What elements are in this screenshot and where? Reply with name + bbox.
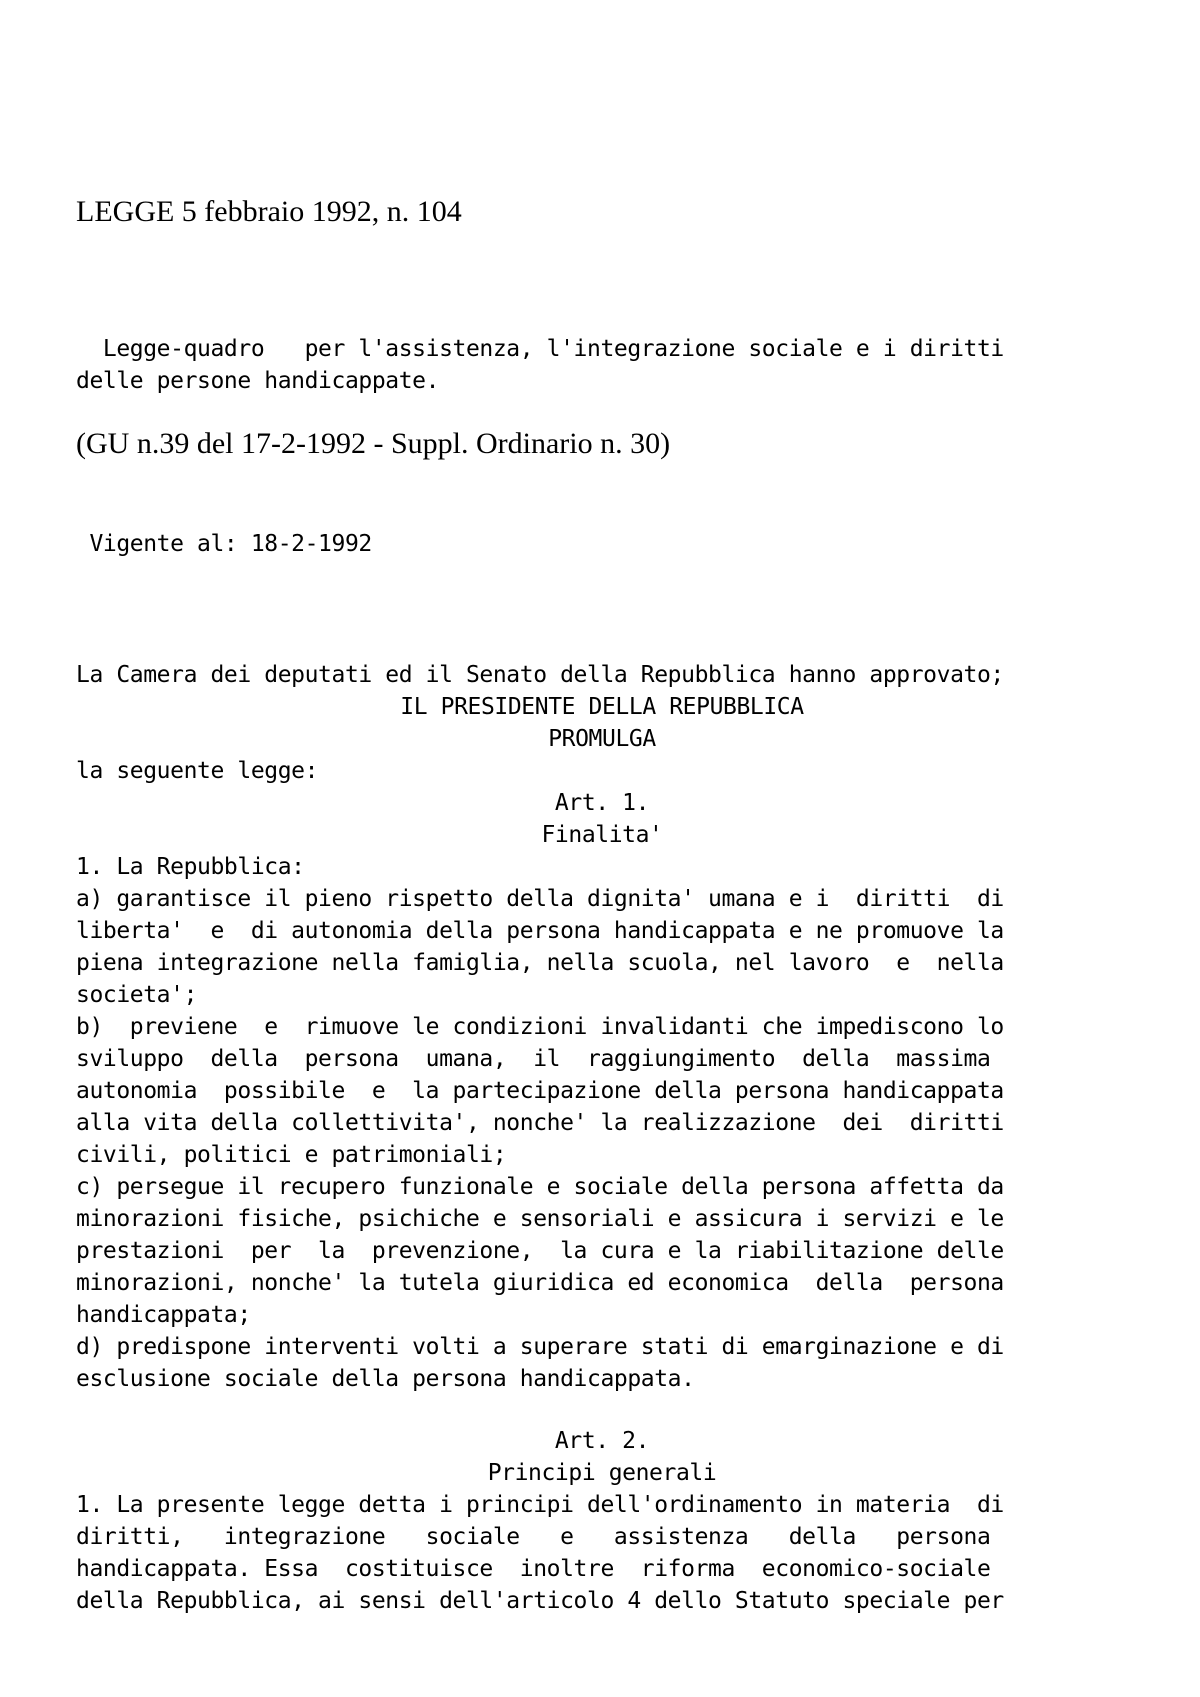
article-line: piena integrazione nella famiglia, nella scuola, nel lavoro e nella [76, 950, 1004, 976]
article-1 [76, 787, 1128, 1395]
article-line: minorazioni fisiche, psichiche e sensoriali e assicura i servizi e le [76, 1206, 1004, 1232]
article-line: handicappata; [76, 1302, 251, 1328]
law-subtitle-line-2: delle persone handicappate. [76, 368, 440, 394]
preamble-approval: La Camera dei deputati ed il Senato della Repubblica hanno approvato; [76, 662, 1004, 688]
article-line: sviluppo della persona umana, il raggiungimento della massima [76, 1046, 991, 1072]
preamble-promulga: PROMULGA [548, 726, 656, 752]
article-line: societa'; [76, 982, 198, 1008]
article-line: civili, politici e patrimoniali; [76, 1142, 507, 1168]
article-number: Art. 2. [554, 1428, 650, 1454]
article-line: alla vita della collettivita', nonche' la realizzazione dei diritti [76, 1110, 1004, 1136]
law-title: LEGGE 5 febbraio 1992, n. 104 [76, 195, 462, 228]
article-line: esclusione sociale della persona handicappata. [76, 1366, 695, 1392]
preamble-president: IL PRESIDENTE DELLA REPUBBLICA [400, 694, 804, 720]
article-heading: Principi generali [487, 1460, 717, 1486]
article-line: d) predispone interventi volti a superare stati di emarginazione e di [76, 1334, 1004, 1360]
preamble-seguente: la seguente legge: [76, 758, 319, 784]
gazette-reference: (GU n.39 del 17-2-1992 - Suppl. Ordinario n. 30) [76, 427, 671, 460]
article-line: della Repubblica, ai sensi dell'articolo 4 dello Statuto speciale per [76, 1588, 1004, 1614]
article-line: 1. La presente legge detta i principi dell'ordinamento in materia di [76, 1492, 1004, 1518]
article-line: minorazioni, nonche' la tutela giuridica ed economica della persona [76, 1270, 1004, 1296]
article-line: handicappata. Essa costituisce inoltre riforma economico-sociale [76, 1556, 991, 1582]
article-line: 1. La Repubblica: [76, 854, 305, 880]
article-heading: Finalita' [541, 822, 663, 848]
article-line: a) garantisce il pieno rispetto della dignita' umana e i diritti di [76, 886, 1004, 912]
article-line: diritti, integrazione sociale e assistenza della persona [76, 1524, 991, 1550]
article-line: b) previene e rimuove le condizioni invalidanti che impediscono lo [76, 1014, 1004, 1040]
article-line: liberta' e di autonomia della persona handicappata e ne promuove la [76, 918, 1004, 944]
article-line: c) persegue il recupero funzionale e sociale della persona affetta da [76, 1174, 1004, 1200]
preamble [76, 659, 1128, 787]
article-number: Art. 1. [554, 790, 650, 816]
article-line: autonomia possibile e la partecipazione della persona handicappata [76, 1078, 1004, 1104]
article-2 [76, 1425, 1128, 1617]
article-line: prestazioni per la prevenzione, la cura e la riabilitazione delle [76, 1238, 1004, 1264]
law-subtitle-line-1: Legge-quadro per l'assistenza, l'integrazione sociale e i diritti [76, 336, 1004, 362]
vigente-date: Vigente al: 18-2-1992 [76, 531, 372, 557]
